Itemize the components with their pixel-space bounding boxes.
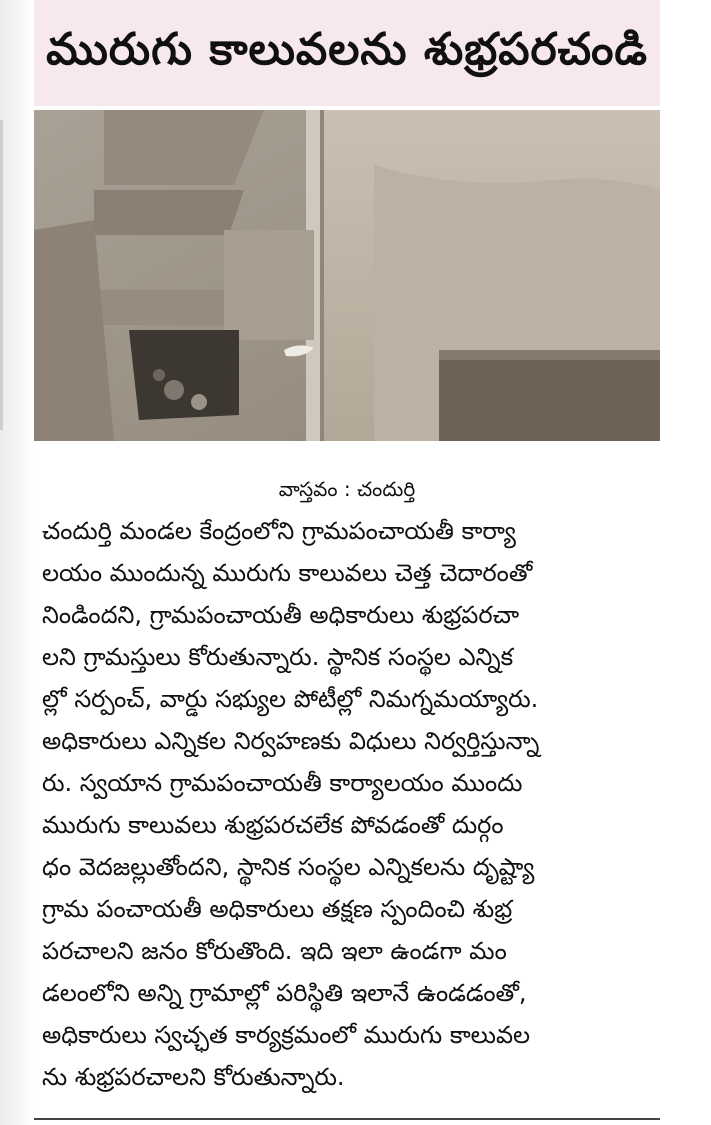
body-line: ధం వెదజల్లుతోందని, స్థానిక సంస్థల ఎన్నికలను దృష్ట్యా [42,853,535,881]
drain-photo [34,110,660,441]
body-line: డలంలోని అన్ని గ్రామాల్లో పరిస్థితి ఇలానే ఉండడంతో, [42,979,527,1007]
body-line: మురుగు కాలువలు శుభ్రపరచలేక పోవడంతో దుర్గం [42,811,504,839]
body-line: అధికారులు స్వచ్ఛత కార్యక్రమంలో మురుగు కాలువల [42,1021,531,1049]
body-line: అధికారులు ఎన్నికల నిర్వహణకు విధులు నిర్వర్తిస్తున్నా [42,727,540,755]
body-line: పరచాలని జనం కోరుతొంది. ఇది ఇలా ఉండగా మం [42,937,507,965]
body-line: లయం ముందున్న మురుగు కాలువలు చెత్త చెదారంతో [42,559,533,587]
body-line: రు. స్వయాన గ్రామపంచాయతీ కార్యాలయం ముందు [42,769,523,797]
body-line: గ్రామ పంచాయతీ అధికారులు తక్షణ స్పందించి శుభ్ర [42,895,513,923]
drain-photo-icon [34,110,660,441]
body-line: నిండిందని, గ్రామపంచాయతీ అధికారులు శుభ్రపరచా [42,601,520,629]
body-line: లని గ్రామస్తులు కోరుతున్నారు. స్థానిక సంస్థల ఎన్నిక [42,643,514,671]
body-line: ల్లో సర్పంచ్, వార్డు సభ్యుల పోటీల్లో నిమగ్నమయ్యారు. [42,685,539,713]
page-margin [0,0,34,1125]
photo-caption: వాస్తవం : చందుర్తి [278,477,416,501]
bottom-rule [34,1118,660,1120]
headline: మురుగు కాలువలను శుభ్రపరచండి [46,24,648,75]
article-body [42,510,658,1098]
margin-mark [0,120,3,430]
body-line: చందుర్తి మండల కేంద్రంలోని గ్రామపంచాయతీ కార్యా [42,517,516,545]
body-line: ను శుభ్రపరచాలని కోరుతున్నారు. [42,1063,345,1091]
